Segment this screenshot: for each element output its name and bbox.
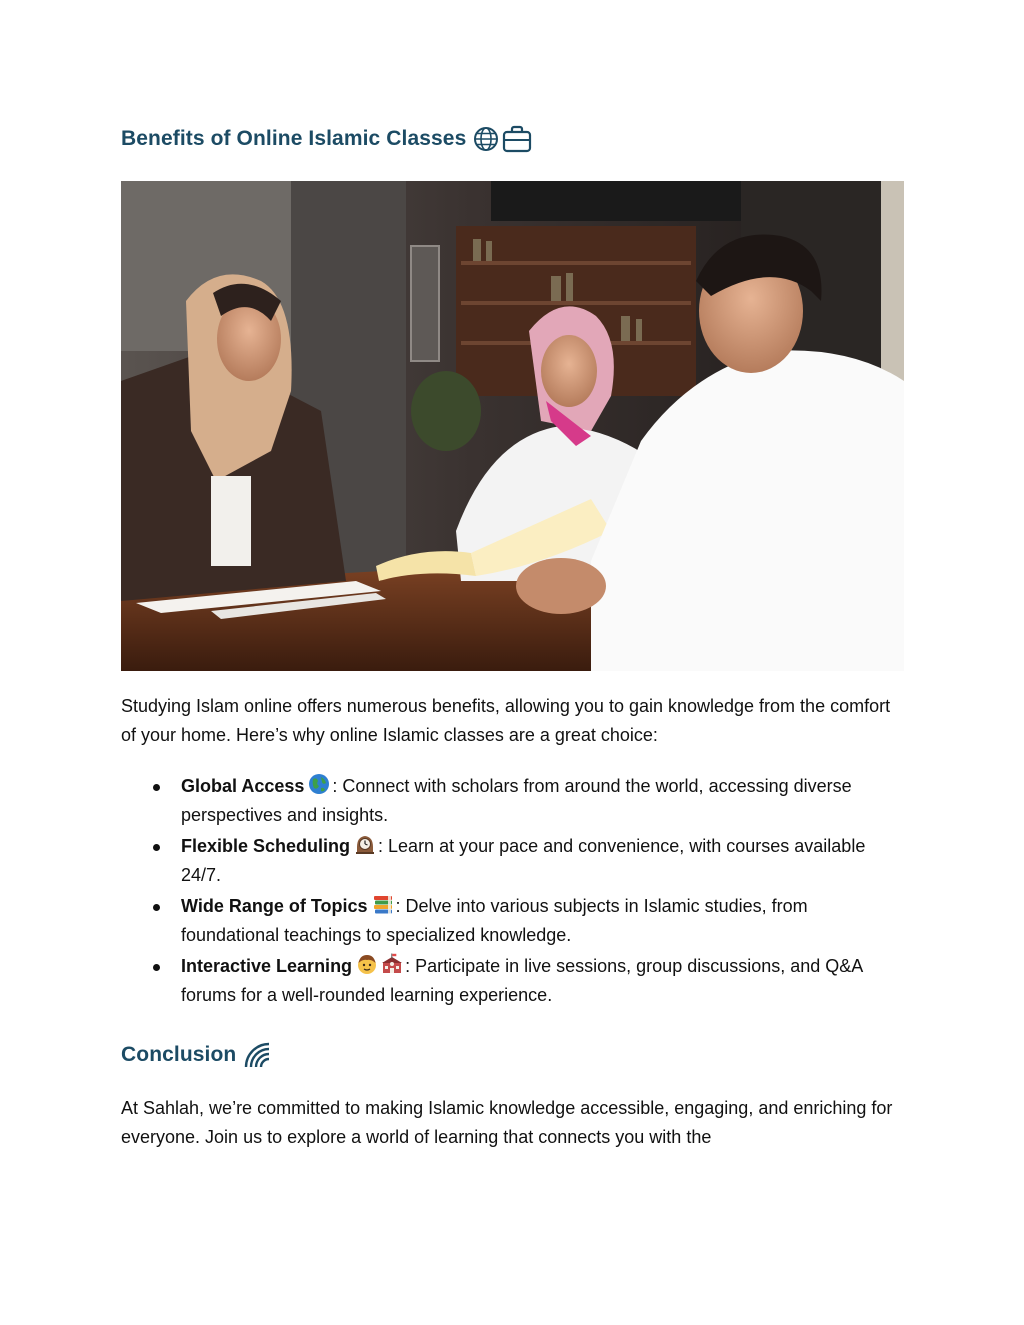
classroom-photo bbox=[121, 181, 904, 671]
benefit-flexible-scheduling bbox=[121, 832, 881, 890]
briefcase-icon bbox=[502, 125, 532, 153]
globe-outline-icon bbox=[473, 126, 499, 152]
benefits-heading bbox=[121, 122, 532, 156]
benefit-term: Flexible Scheduling bbox=[181, 836, 351, 856]
benefit-term: Wide Range of Topics bbox=[181, 896, 368, 916]
mantelpiece-clock-icon bbox=[354, 833, 376, 855]
benefits-list bbox=[121, 772, 904, 1012]
benefits-heading-text: Benefits of Online Islamic Classes bbox=[121, 127, 467, 150]
benefit-term: Global Access bbox=[181, 776, 305, 796]
school-icon bbox=[381, 953, 403, 975]
conclusion-heading bbox=[121, 1038, 271, 1072]
benefit-description: : Delve into various subjects in Islamic studies, from foundational teachings to specialized knowledge. bbox=[181, 896, 808, 945]
benefit-description: : Connect with scholars from around the world, accessing diverse perspectives and insights. bbox=[181, 776, 852, 825]
conclusion-heading-text: Conclusion bbox=[121, 1043, 237, 1066]
conclusion-paragraph: At Sahlah, we’re committed to making Islamic knowledge accessible, engaging, and enriching for everyone. Join us to explore a world of learning that connects you with the bbox=[121, 1098, 893, 1147]
student-face-icon bbox=[356, 953, 378, 975]
books-icon bbox=[372, 893, 394, 915]
globe-icon bbox=[308, 773, 330, 795]
intro-paragraph: Studying Islam online offers numerous benefits, allowing you to gain knowledge from the comfort of your home. Here’s why online Islamic classes are a great choice: bbox=[121, 696, 891, 745]
benefit-interactive-learning bbox=[121, 952, 881, 1010]
benefit-term: Interactive Learning bbox=[181, 956, 353, 976]
rainbow-outline-icon bbox=[243, 1041, 271, 1069]
benefit-wide-range bbox=[121, 892, 881, 950]
benefit-global-access bbox=[121, 772, 881, 830]
benefit-description: : Learn at your pace and convenience, with courses available 24/7. bbox=[181, 836, 866, 885]
benefit-description: : Participate in live sessions, group discussions, and Q&A forums for a well-rounded learning experience. bbox=[181, 956, 863, 1005]
